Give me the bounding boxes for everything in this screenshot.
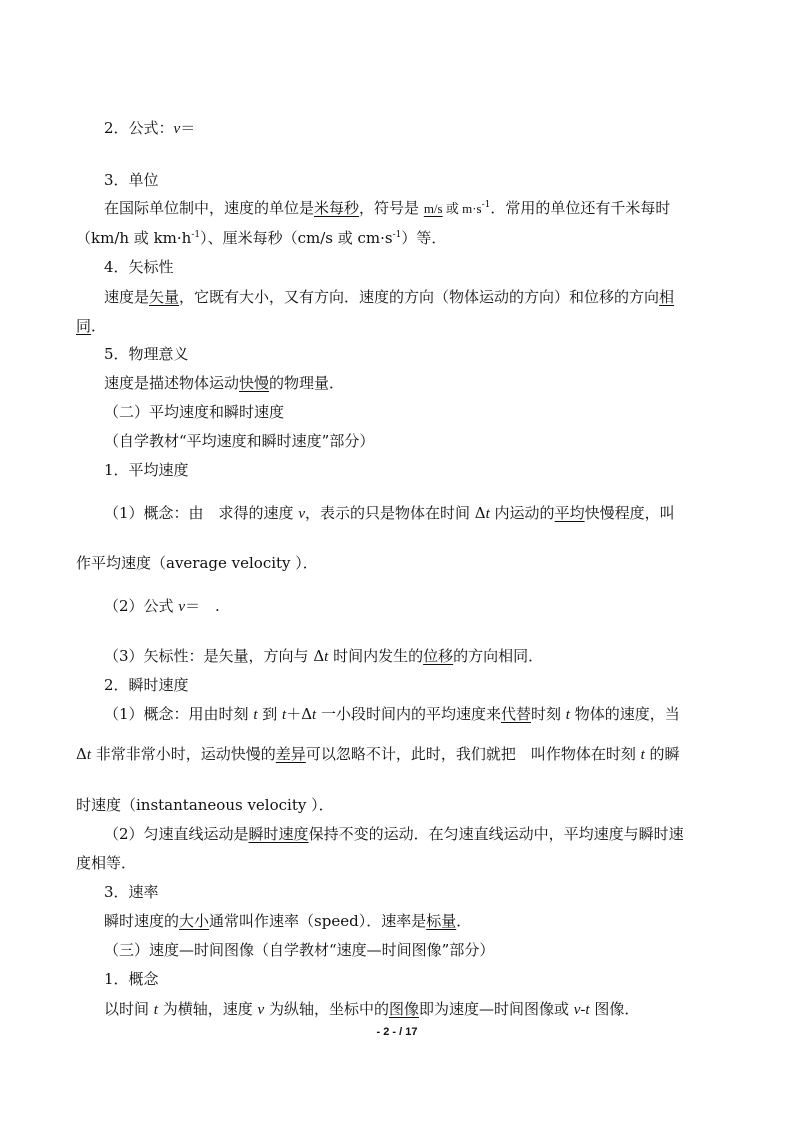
text: ． [91, 317, 107, 335]
text: ）等． [401, 229, 447, 247]
text: 的物理量． [269, 374, 345, 392]
page-number: - 2 - / 17 [376, 1026, 418, 1038]
var-v: v [298, 506, 305, 522]
text: ＝ . [184, 597, 220, 615]
text: ）、厘米每秒（cm/s 或 cm·s [200, 229, 393, 247]
rate-heading: 3．速率 [104, 883, 159, 901]
formula-label: 2．公式： [104, 119, 174, 137]
var-v: v [178, 599, 185, 615]
part3-heading: （三）速度—时间图像（自学教材“速度—时间图像”部分） [104, 941, 495, 959]
text: 图像． [589, 1000, 640, 1018]
text: ，表示的只是物体在时间 Δ [305, 504, 486, 522]
var-t: t [282, 707, 287, 723]
rate-line [104, 911, 471, 931]
meaning-heading: 5．物理意义 [104, 345, 189, 363]
vector-line-2 [76, 316, 106, 336]
text: 通常叫作速率（speed）．速率是 [209, 912, 427, 930]
inst-heading: 2．瞬时速度 [104, 676, 189, 694]
avg-vector [104, 646, 543, 667]
unit-line-2 [76, 228, 446, 248]
vector-heading: 4．矢标性 [104, 258, 174, 276]
text: 时间内发生的 [328, 647, 424, 665]
underlined-term: 米每秒 [314, 199, 360, 217]
text: 或 m·s [442, 201, 482, 216]
text: ． [456, 912, 472, 930]
text: 的方向相同． [453, 647, 544, 665]
part2-heading: （二）平均速度和瞬时速度 [104, 403, 285, 421]
underlined-term: 平均 [554, 504, 585, 522]
text: 到 [257, 705, 283, 723]
superscript: -1 [191, 230, 201, 240]
var-t: t [640, 747, 645, 763]
underlined-term: 矢量 [149, 288, 180, 306]
text: 速度是 [104, 288, 150, 306]
underlined-term: 同 [76, 317, 92, 335]
text: 以时间 [104, 1000, 154, 1018]
part2-note: （自学教材“平均速度和瞬时速度”部分） [104, 432, 375, 450]
var-v: v [173, 121, 181, 137]
text: 可以忽略不计，此时，我们就把 叫作物体在时刻 [305, 745, 641, 763]
text: ，符号是 [359, 199, 424, 217]
vt-heading: 1．概念 [104, 970, 159, 988]
text: 快慢程度，叫 [584, 504, 675, 522]
var-t: t [153, 1002, 158, 1018]
vector-line-1 [104, 287, 674, 307]
avg-heading: 1．平均速度 [104, 461, 189, 479]
text: 为横轴，速度 [157, 1000, 258, 1018]
underlined-term: 大小 [179, 912, 210, 930]
inst-concept-1 [104, 704, 680, 725]
text: 为纵轴，坐标中的 [264, 1000, 389, 1018]
text: 非常非常小时，运动快慢的 [91, 745, 276, 763]
inst-concept-2 [76, 744, 680, 765]
text: 在国际单位制中，速度的单位是 [104, 199, 315, 217]
uniform-line-1 [104, 824, 684, 844]
underlined-term: 代替 [501, 705, 532, 723]
underlined-term: 快慢 [239, 374, 270, 392]
text: 的瞬 [644, 745, 680, 763]
avg-formula [104, 596, 220, 617]
text: 速度是描述物体运动 [104, 374, 240, 392]
text: Δ [76, 745, 87, 763]
underlined-term: 相 [659, 288, 675, 306]
text: ＋Δ [286, 705, 313, 723]
text: 内运动的 [489, 504, 555, 522]
inst-concept-3: 时速度（instantaneous velocity ）． [76, 796, 334, 814]
avg-concept-2: 作平均速度（average velocity ）． [76, 554, 318, 572]
var-t: t [253, 707, 258, 723]
text: 时刻 [531, 705, 566, 723]
text: （2）公式 [104, 597, 179, 615]
underlined-term: 位移 [423, 647, 454, 665]
underlined-term: m/s [423, 201, 443, 216]
var-v: v [257, 1002, 265, 1018]
text: 保持不变的运动．在匀速直线运动中，平均速度与瞬时速 [308, 825, 684, 843]
underlined-term: 差异 [275, 745, 306, 763]
var-t: t [565, 707, 570, 723]
text: （3）矢标性：是矢量，方向与 Δ [104, 647, 325, 665]
uniform-line-2: 度相等． [76, 854, 137, 872]
var-vt: v-t [573, 1002, 590, 1018]
underlined-term: 瞬时速度 [248, 825, 309, 843]
superscript: -1 [481, 200, 491, 210]
text: （2）匀速直线运动是 [104, 825, 249, 843]
text: ，它既有大小，又有方向．速度的方向（物体运动的方向）和位移的方向 [179, 288, 660, 306]
formula-heading [104, 118, 195, 139]
unit-line-1 [104, 198, 670, 219]
equals: ＝ [180, 119, 196, 137]
unit-heading: 3．单位 [104, 171, 159, 189]
text: （1）概念：由 求得的速度 [104, 504, 299, 522]
text: 即为速度—时间图像或 [418, 1000, 574, 1018]
var-t: t [324, 649, 329, 665]
vt-line [104, 999, 639, 1020]
text: 物体的速度，当 [569, 705, 680, 723]
meaning-line [104, 373, 344, 393]
text: ．常用的单位还有千米每时 [490, 199, 671, 217]
text: 一小段时间内的平均速度来 [316, 705, 501, 723]
superscript: -1 [392, 230, 402, 240]
text: 瞬时速度的 [104, 912, 180, 930]
text: （1）概念：用由时刻 [104, 705, 254, 723]
underlined-term: 标量 [426, 912, 457, 930]
underlined-term: 图像 [388, 1000, 419, 1018]
text: （km/h 或 km·h [76, 229, 192, 247]
var-t: t [86, 747, 92, 763]
avg-concept-1 [104, 503, 675, 524]
var-t: t [485, 506, 490, 522]
var-t: t [312, 707, 317, 723]
